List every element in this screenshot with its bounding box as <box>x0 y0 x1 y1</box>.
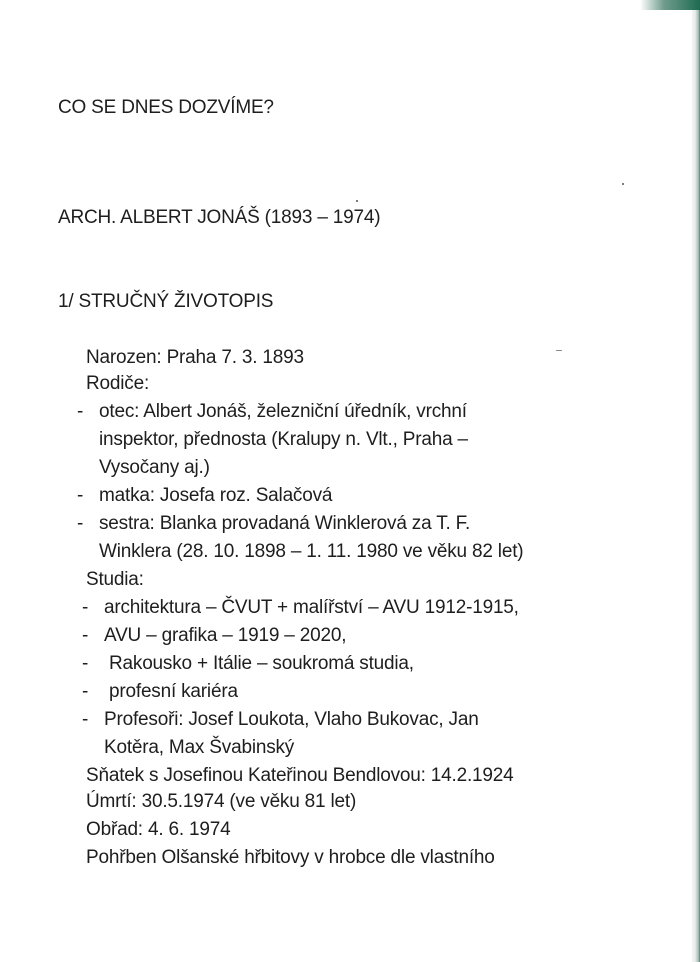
bio-line-text: sestra: Blanka provadaná Winklerová za T. F. <box>99 513 471 534</box>
bio-line-text: Obřad: 4. 6. 1974 <box>86 819 231 840</box>
bio-line-text: Narozen: Praha 7. 3. 1893 <box>86 347 304 368</box>
bio-line-text: Sňatek s Josefinou Kateřinou Bendlovou: 14.2.1924 <box>86 765 514 786</box>
bullet-dash: - <box>82 625 89 646</box>
bio-line-text: Winklera (28. 10. 1898 – 1. 11. 1980 ve věku 82 let) <box>99 541 524 562</box>
bullet-dash: - <box>77 401 84 422</box>
bio-line-text: Pohřben Olšanské hřbitovy v hrobce dle vlastního <box>86 847 495 868</box>
heading-section: 1/ STRUČNÝ ŽIVOTOPIS <box>58 291 274 312</box>
bullet-dash: - <box>77 513 84 534</box>
bio-line-text: Rakousko + Itálie – soukromá studia, <box>109 653 414 674</box>
scan-speck <box>556 350 562 351</box>
bio-line-text: architektura – ČVUT + malířství – AVU 1912-1915, <box>104 597 519 618</box>
scan-edge-shadow <box>692 0 700 962</box>
bio-line-text: matka: Josefa roz. Salačová <box>99 485 333 506</box>
bio-line-text: otec: Albert Jonáš, železniční úředník, vrchní <box>99 401 467 422</box>
bio-line-text: profesní kariéra <box>109 681 238 702</box>
bullet-dash: - <box>82 709 89 730</box>
bullet-dash: - <box>77 485 84 506</box>
bullet-dash: - <box>82 653 89 674</box>
heading-question: CO SE DNES DOZVÍME? <box>58 97 274 118</box>
bio-line-text: AVU – grafika – 1919 – 2020, <box>104 625 347 646</box>
bio-line-text: inspektor, přednosta (Kralupy n. Vlt., Praha – <box>99 429 468 450</box>
bio-line-text: Studia: <box>86 569 144 590</box>
bio-line-text: Úmrtí: 30.5.1974 (ve věku 81 let) <box>86 791 357 812</box>
scan-speck <box>622 183 624 185</box>
bio-line-text: Vysočany aj.) <box>99 457 210 478</box>
heading-name: ARCH. ALBERT JONÁŠ (1893 – 1974) <box>58 207 381 228</box>
scan-speck <box>356 200 358 202</box>
bio-line-text: Rodiče: <box>86 373 150 394</box>
bio-line-text: Kotěra, Max Švabinský <box>104 737 295 758</box>
bio-line-text: Profesoři: Josef Loukota, Vlaho Bukovac, Jan <box>104 709 479 730</box>
scan-corner-mark <box>640 0 700 10</box>
bullet-dash: - <box>82 681 89 702</box>
bullet-dash: - <box>82 597 89 618</box>
